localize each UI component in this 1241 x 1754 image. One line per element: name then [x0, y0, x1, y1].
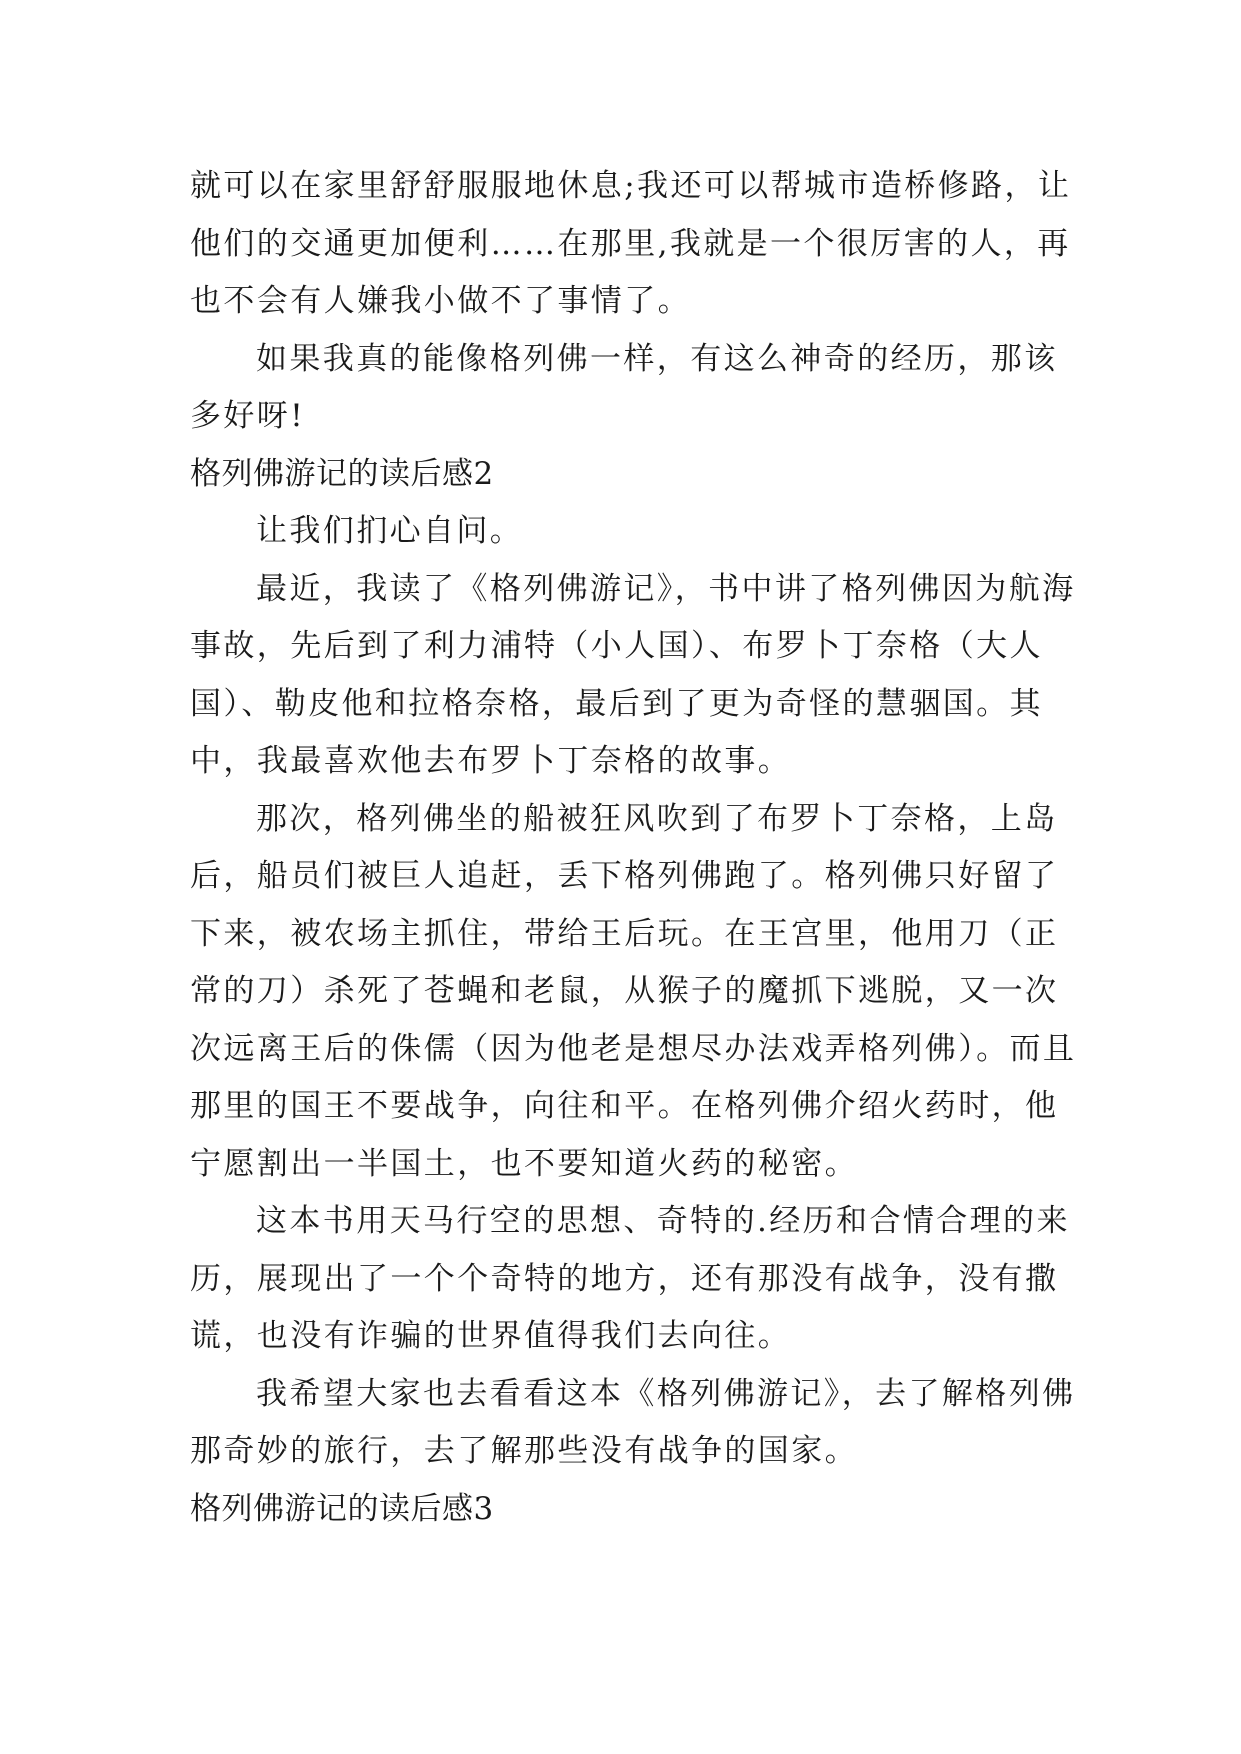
document-body [190, 158, 1090, 1538]
section-heading: 格列佛游记的读后感3 [190, 1490, 494, 1527]
section-heading: 格列佛游记的读后感2 [190, 455, 494, 492]
paragraph-continued: 就可以在家里舒舒服服地休息;我还可以帮城市造桥修路，让他们的交通更加便利……在那里,我就是一个很厉害的人，再也不会有人嫌我小做不了事情了。 [190, 168, 1072, 319]
paragraph: 让我们扪心自问。 [256, 513, 524, 549]
paragraph: 那次，格列佛坐的船被狂风吹到了布罗卜丁奈格，上岛后，船员们被巨人追赶，丢下格列佛跑了。格列佛只好留了下来，被农场主抓住，带给王后玩。在王宫里，他用刀（正常的刀）杀死了苍蝇和老鼠，从猴子的魔抓下逃脱，又一次次远离王后的侏儒（因为他老是想尽办法戏弄格列佛）。而且那里的国王不要战争，向往和平。在格列佛介绍火药时，他宁愿割出一半国土，也不要知道火药的秘密。 [190, 800, 1077, 1182]
paragraph: 最近，我读了《格列佛游记》，书中讲了格列佛因为航海事故，先后到了利力浦特（小人国）、布罗卜丁奈格（大人国）、勒皮他和拉格奈格，最后到了更为奇怪的慧骃国。其中，我最喜欢他去布罗卜丁奈格的故事。 [190, 570, 1076, 779]
paragraph: 如果我真的能像格列佛一样，有这么神奇的经历，那该多好呀! [190, 340, 1058, 434]
paragraph: 我希望大家也去看看这本《格列佛游记》，去了解格列佛那奇妙的旅行，去了解那些没有战争的国家。 [190, 1375, 1076, 1469]
paragraph: 这本书用天马行空的思想、奇特的.经历和合情合理的来历，展现出了一个个奇特的地方，还有那没有战争，没有撒谎，也没有诈骗的世界值得我们去向往。 [190, 1203, 1070, 1354]
